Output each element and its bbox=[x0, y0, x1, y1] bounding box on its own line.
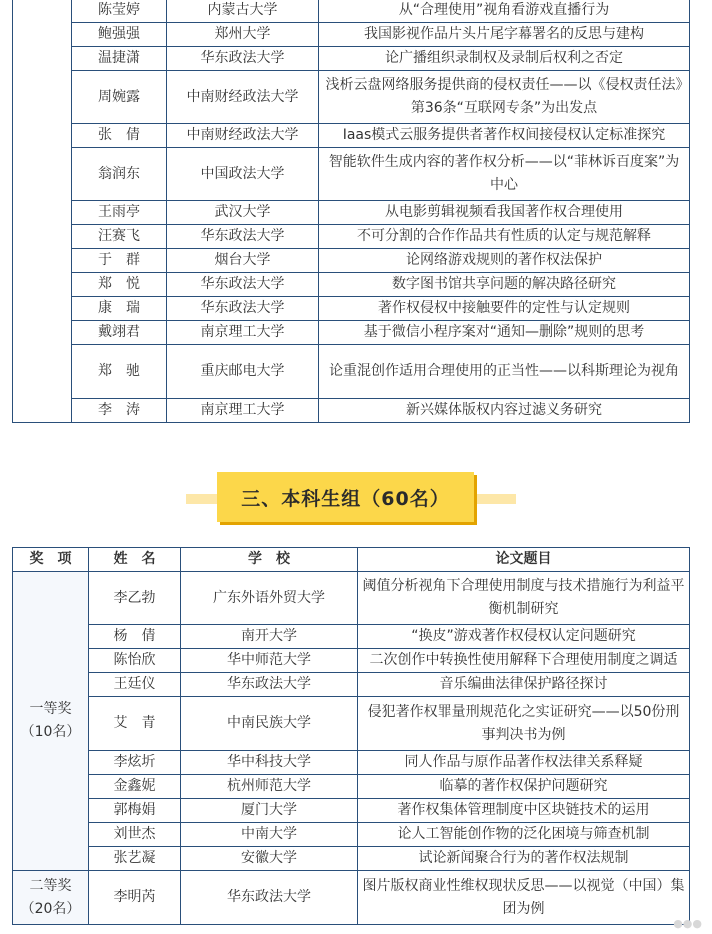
school-cell: 内蒙古大学 bbox=[167, 0, 319, 23]
name-cell: 康 瑞 bbox=[72, 297, 167, 321]
table-row bbox=[13, 697, 690, 751]
title-cell: 智能软件生成内容的著作权分析——以“菲林诉百度案”为中心 bbox=[319, 148, 690, 201]
title-cell: 数字图书馆共享问题的解决路径研究 bbox=[319, 273, 690, 297]
header-award: 奖 项 bbox=[13, 548, 89, 572]
school-cell: 武汉大学 bbox=[167, 201, 319, 225]
name-cell: 汪赛飞 bbox=[72, 225, 167, 249]
title-cell: 临摹的著作权保护问题研究 bbox=[358, 775, 690, 799]
school-cell: 厦门大学 bbox=[181, 799, 358, 823]
table-row bbox=[13, 23, 690, 47]
school-cell: 广东外语外贸大学 bbox=[181, 572, 358, 625]
table-row bbox=[13, 71, 690, 124]
name-cell: 张艺凝 bbox=[89, 847, 181, 871]
name-cell: 郑 悦 bbox=[72, 273, 167, 297]
undergraduate-awards-table bbox=[12, 547, 690, 925]
watermark-logo: ●●● bbox=[673, 917, 702, 930]
table-row bbox=[13, 625, 690, 649]
title-cell: 浅析云盘网络服务提供商的侵权责任——以《侵权责任法》第36条“互联网专条”为出发点 bbox=[319, 71, 690, 124]
table-row bbox=[13, 124, 690, 148]
table-row bbox=[13, 297, 690, 321]
table-row bbox=[13, 823, 690, 847]
title-cell: 新兴媒体版权内容过滤义务研究 bbox=[319, 399, 690, 423]
title-cell: 侵犯著作权罪量刑规范化之实证研究——以50份刑事判决书为例 bbox=[358, 697, 690, 751]
title-cell: 阈值分析视角下合理使用制度与技术措施行为利益平衡机制研究 bbox=[358, 572, 690, 625]
school-cell: 南京理工大学 bbox=[167, 399, 319, 423]
name-cell: 鲍强强 bbox=[72, 23, 167, 47]
section-heading-banner bbox=[186, 472, 516, 526]
table-row bbox=[13, 0, 690, 23]
first_prize-award-cell bbox=[13, 572, 89, 871]
table-row bbox=[13, 273, 690, 297]
title-cell: 论人工智能创作物的泛化困境与筛查机制 bbox=[358, 823, 690, 847]
header-school: 学 校 bbox=[181, 548, 358, 572]
title-cell: 音乐编曲法律保护路径探讨 bbox=[358, 673, 690, 697]
table-row bbox=[13, 799, 690, 823]
school-cell: 华东政法大学 bbox=[167, 273, 319, 297]
name-cell: 李乙勃 bbox=[89, 572, 181, 625]
table-row bbox=[13, 572, 690, 625]
table-row bbox=[13, 649, 690, 673]
title-cell: 基于微信小程序案对“通知—删除”规则的思考 bbox=[319, 321, 690, 345]
name-cell: 于 群 bbox=[72, 249, 167, 273]
table-row bbox=[13, 775, 690, 799]
table-row bbox=[13, 751, 690, 775]
name-cell: 陈莹婷 bbox=[72, 0, 167, 23]
title-cell: 图片版权商业性维权现状反思——以视觉（中国）集团为例 bbox=[358, 871, 690, 925]
school-cell: 烟台大学 bbox=[167, 249, 319, 273]
header-title: 论文题目 bbox=[358, 548, 690, 572]
name-cell: 周婉露 bbox=[72, 71, 167, 124]
school-cell: 中南财经政法大学 bbox=[167, 124, 319, 148]
school-cell: 重庆邮电大学 bbox=[167, 345, 319, 399]
title-cell: 从“合理使用”视角看游戏直播行为 bbox=[319, 0, 690, 23]
school-cell: 华东政法大学 bbox=[181, 673, 358, 697]
title-cell: 试论新闻聚合行为的著作权法规制 bbox=[358, 847, 690, 871]
school-cell: 杭州师范大学 bbox=[181, 775, 358, 799]
section-heading: 三、本科生组（60名） bbox=[217, 472, 474, 522]
table-row bbox=[13, 321, 690, 345]
title-cell: 论网络游戏规则的著作权法保护 bbox=[319, 249, 690, 273]
table-row bbox=[13, 225, 690, 249]
table-row bbox=[13, 673, 690, 697]
award-label: 一等奖 bbox=[29, 701, 72, 717]
table-row bbox=[13, 847, 690, 871]
table-row bbox=[13, 871, 690, 925]
second_prize-award-cell bbox=[13, 871, 89, 925]
school-cell: 南京理工大学 bbox=[167, 321, 319, 345]
name-cell: 翁润东 bbox=[72, 148, 167, 201]
name-cell: 艾 青 bbox=[89, 697, 181, 751]
school-cell: 安徽大学 bbox=[181, 847, 358, 871]
table-row bbox=[13, 345, 690, 399]
table-row bbox=[13, 249, 690, 273]
name-cell: 陈怡欣 bbox=[89, 649, 181, 673]
table-row bbox=[13, 201, 690, 225]
award-label: 二等奖 bbox=[29, 877, 72, 894]
table-row bbox=[13, 47, 690, 71]
name-cell: 温捷潇 bbox=[72, 47, 167, 71]
school-cell: 华东政法大学 bbox=[181, 871, 358, 925]
award-count: （20名） bbox=[20, 900, 81, 917]
school-cell: 中南财经政法大学 bbox=[167, 71, 319, 124]
name-cell: 张 倩 bbox=[72, 124, 167, 148]
name-cell: 杨 倩 bbox=[89, 625, 181, 649]
school-cell: 郑州大学 bbox=[167, 23, 319, 47]
name-cell: 刘世杰 bbox=[89, 823, 181, 847]
school-cell: 华东政法大学 bbox=[167, 225, 319, 249]
name-cell: 王廷仪 bbox=[89, 673, 181, 697]
table-row bbox=[13, 399, 690, 423]
award-count: （10名） bbox=[20, 724, 81, 740]
title-cell: 从电影剪辑视频看我国著作权合理使用 bbox=[319, 201, 690, 225]
title-cell: Iaas模式云服务提供者著作权间接侵权认定标准探究 bbox=[319, 124, 690, 148]
name-cell: 郑 驰 bbox=[72, 345, 167, 399]
title-cell: “换皮”游戏著作权侵权认定问题研究 bbox=[358, 625, 690, 649]
title-cell: 同人作品与原作品著作权法律关系释疑 bbox=[358, 751, 690, 775]
graduate-awards-table bbox=[12, 0, 690, 423]
school-cell: 华中科技大学 bbox=[181, 751, 358, 775]
table-header-row bbox=[13, 548, 690, 572]
school-cell: 华东政法大学 bbox=[167, 47, 319, 71]
name-cell: 李炫圻 bbox=[89, 751, 181, 775]
name-cell: 王雨亭 bbox=[72, 201, 167, 225]
name-cell: 李明芮 bbox=[89, 871, 181, 925]
name-cell: 李 涛 bbox=[72, 399, 167, 423]
table-row bbox=[13, 148, 690, 201]
school-cell: 中南民族大学 bbox=[181, 697, 358, 751]
school-cell: 华中师范大学 bbox=[181, 649, 358, 673]
name-cell: 金鑫妮 bbox=[89, 775, 181, 799]
title-cell: 我国影视作品片头片尾字幕署名的反思与建构 bbox=[319, 23, 690, 47]
title-cell: 著作权集体管理制度中区块链技术的运用 bbox=[358, 799, 690, 823]
title-cell: 著作权侵权中接触要件的定性与认定规则 bbox=[319, 297, 690, 321]
name-cell: 郭梅娟 bbox=[89, 799, 181, 823]
title-cell: 二次创作中转换性使用解释下合理使用制度之调适 bbox=[358, 649, 690, 673]
school-cell: 中国政法大学 bbox=[167, 148, 319, 201]
title-cell: 论广播组织录制权及录制后权利之否定 bbox=[319, 47, 690, 71]
header-name: 姓 名 bbox=[89, 548, 181, 572]
award-cell bbox=[13, 0, 72, 423]
title-cell: 不可分割的合作作品共有性质的认定与规范解释 bbox=[319, 225, 690, 249]
school-cell: 华东政法大学 bbox=[167, 297, 319, 321]
name-cell: 戴翊君 bbox=[72, 321, 167, 345]
school-cell: 中南大学 bbox=[181, 823, 358, 847]
title-cell: 论重混创作适用合理使用的正当性——以科斯理论为视角 bbox=[319, 345, 690, 399]
school-cell: 南开大学 bbox=[181, 625, 358, 649]
